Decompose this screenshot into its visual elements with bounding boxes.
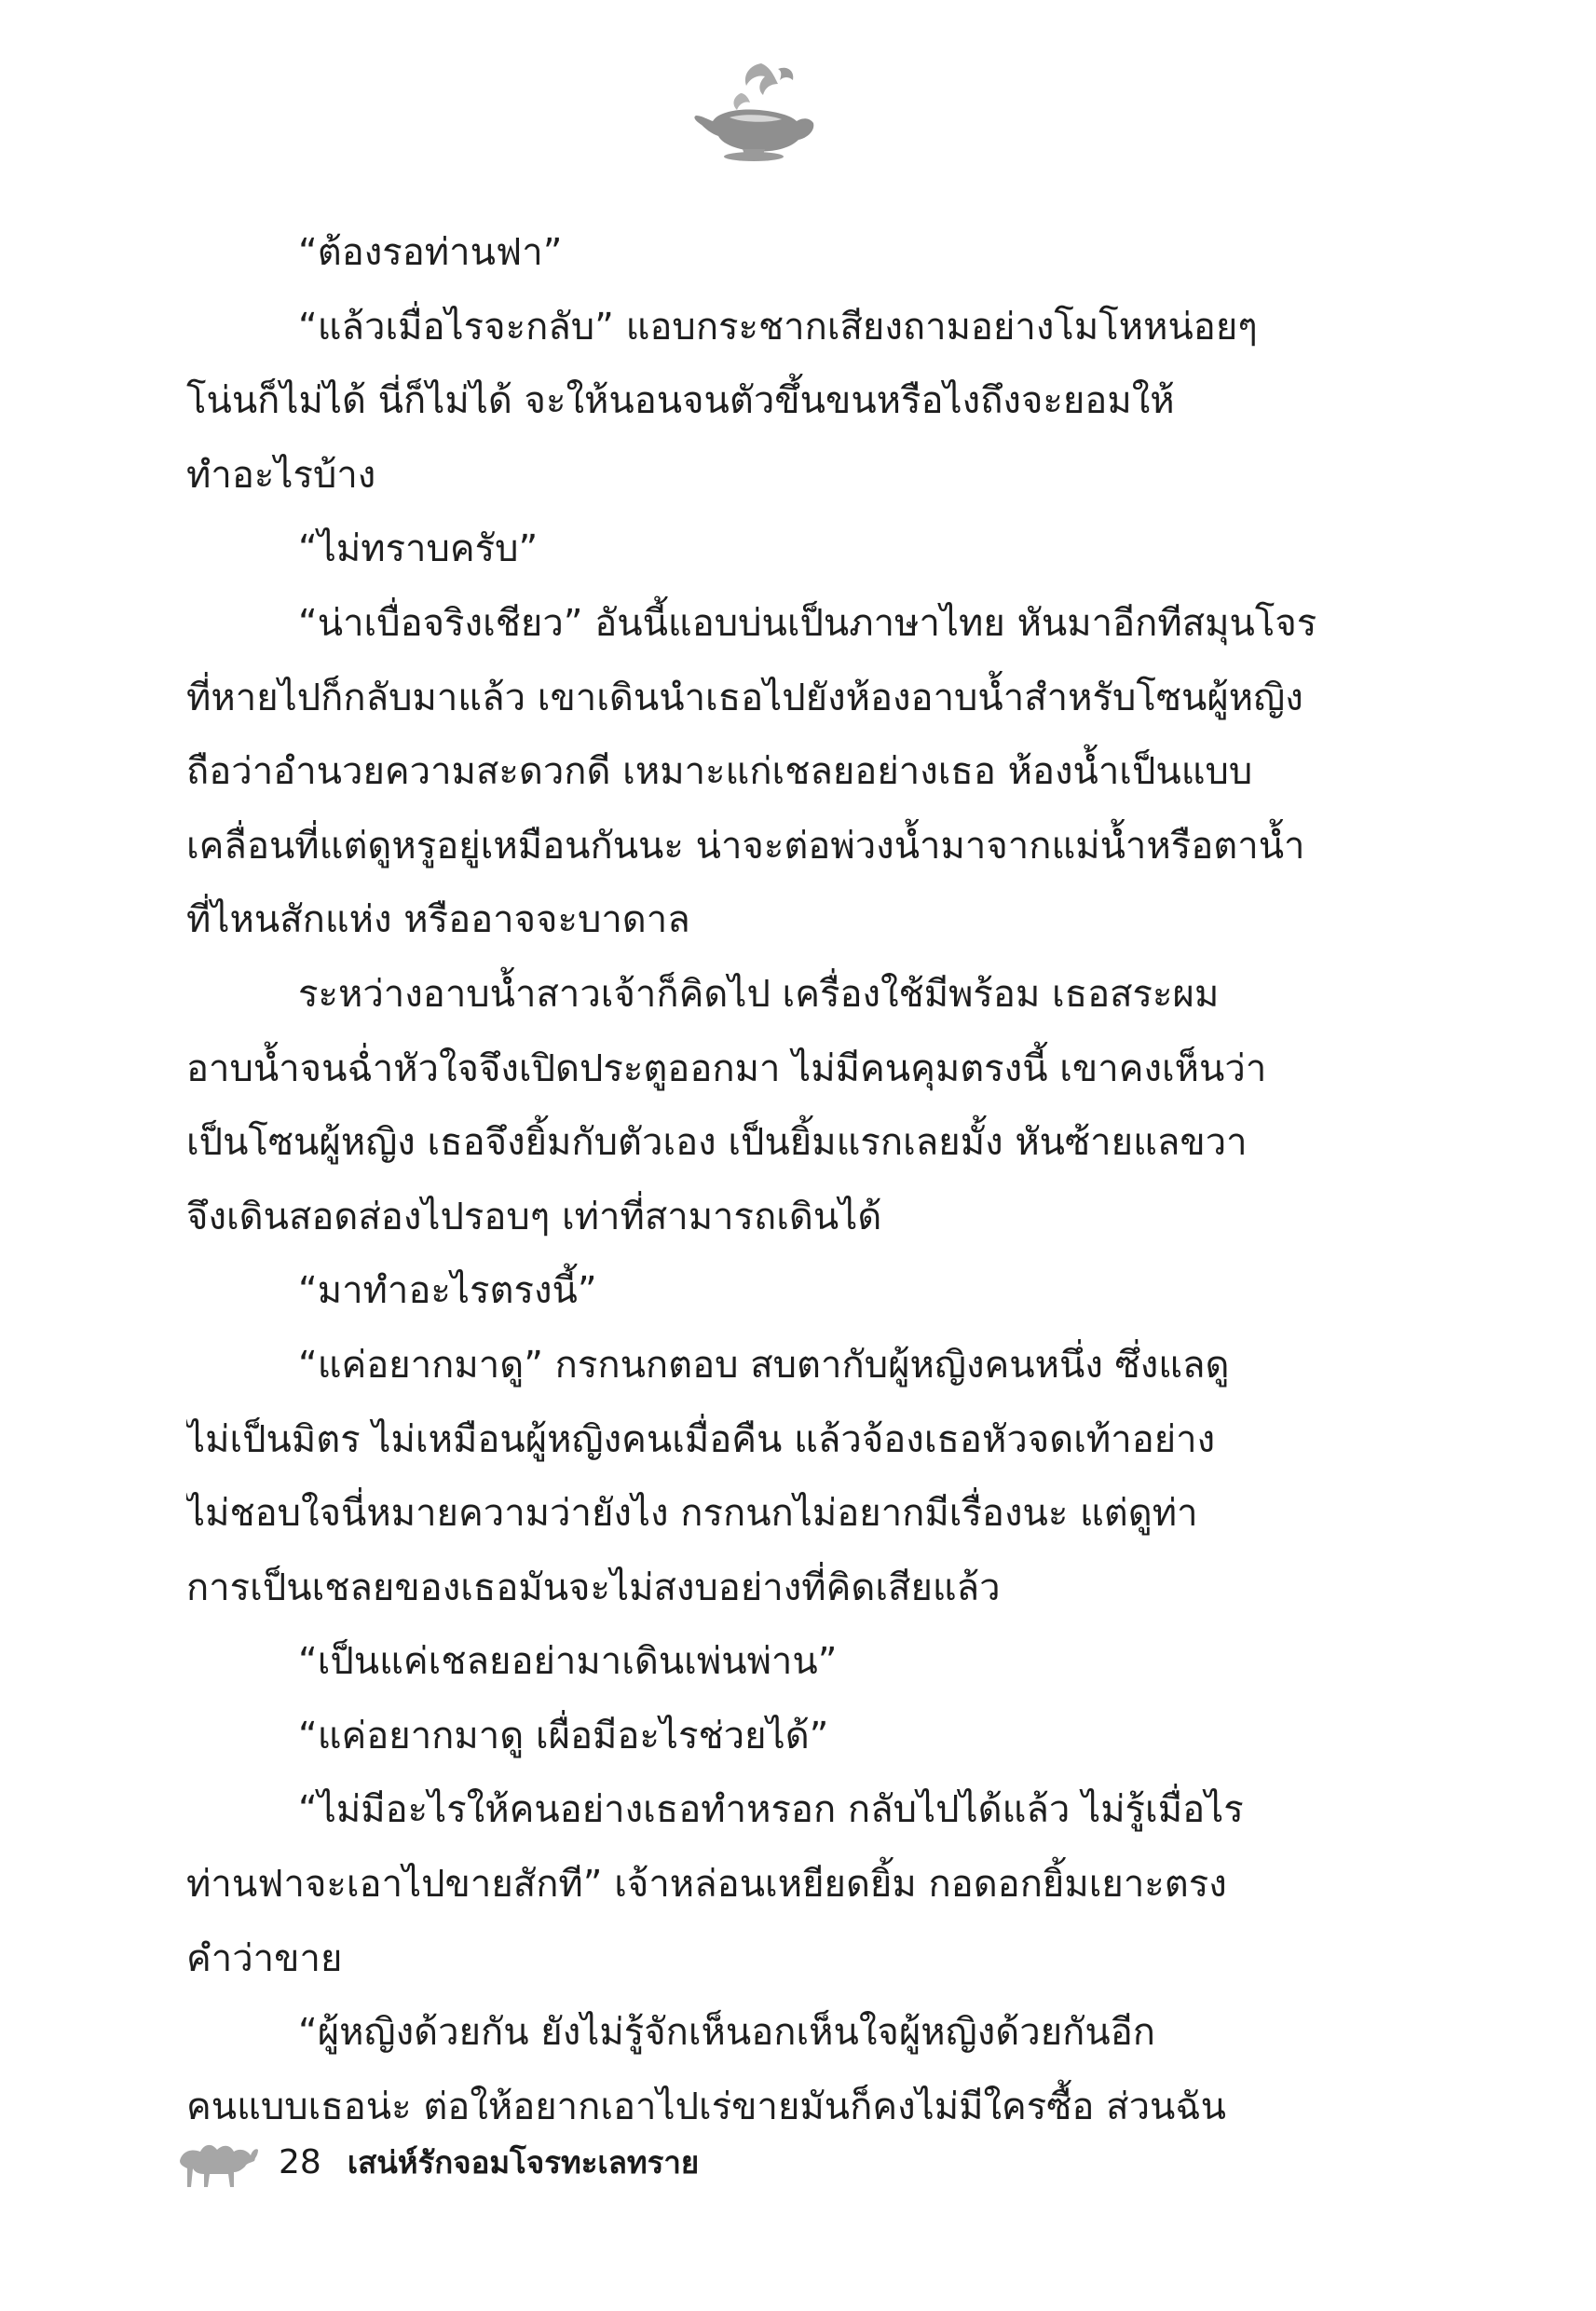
text-line: “ต้องรอท่านฟา” — [298, 231, 563, 274]
page-footer — [172, 2125, 1011, 2199]
text-line: ทำอะไรบ้าง — [186, 453, 376, 497]
camel-icon — [172, 2133, 258, 2191]
text-line: คนแบบเธอน่ะ ต่อให้อยากเอาไปเร่ขายมันก็คงไม่มีใครซื้อ ส่วนฉัน — [186, 2085, 1226, 2128]
text-line: ไม่เป็นมิตร ไม่เหมือนผู้หญิงคนเมื่อคืน แล้วจ้องเธอหัวจดเท้าอย่าง — [186, 1417, 1216, 1461]
text-line: จึงเดินสอดส่องไปรอบๆ เท่าที่สามารถเดินได้ — [186, 1195, 882, 1238]
text-line: ระหว่างอาบน้ำสาวเจ้าก็คิดไป เครื่องใช้มีพร้อม เธอสระผม — [298, 972, 1220, 1016]
text-line: “แค่อยากมาดู เผื่อมีอะไรช่วยได้” — [298, 1714, 829, 1757]
text-line: “แล้วเมื่อไรจะกลับ” แอบกระชากเสียงถามอย่างโมโหหน่อยๆ — [298, 305, 1258, 349]
body-text — [186, 216, 1332, 2144]
text-line: คำว่าขาย — [186, 1936, 343, 1980]
text-line: “ผู้หญิงด้วยกัน ยังไม่รู้จักเห็นอกเห็นใจผู้หญิงด้วยกันอีก — [298, 2011, 1155, 2055]
text-line: ที่หายไปก็กลับมาแล้ว เขาเดินนำเธอไปยังห้องอาบน้ำสำหรับโซนผู้หญิง — [186, 676, 1303, 719]
text-line: การเป็นเชลยของเธอมันจะไม่สงบอย่างที่คิดเสียแล้ว — [186, 1566, 1001, 1609]
text-line: “ไม่ทราบครับ” — [298, 527, 539, 571]
text-line: ไม่ชอบใจนี่หมายความว่ายังไง กรกนกไม่อยากมีเรื่องนะ แต่ดูท่า — [186, 1492, 1198, 1536]
text-line: ที่ไหนสักแห่ง หรืออาจจะบาดาล — [186, 898, 690, 942]
text-line: “ไม่มีอะไรให้คนอย่างเธอทำหรอก กลับไปได้แล้ว ไม่รู้เมื่อไร — [298, 1788, 1244, 1832]
text-line: ถือว่าอำนวยความสะดวกดี เหมาะแก่เชลยอย่างเธอ ห้องน้ำเป็นแบบ — [186, 750, 1253, 794]
text-line: โน่นก็ไม่ได้ นี่ก็ไม่ได้ จะให้นอนจนตัวขึ้นขนหรือไงถึงจะยอมให้ — [186, 379, 1175, 423]
book-title: เสน่ห์รักจอมโจรทะเลทราย — [347, 2143, 700, 2181]
page-number: 28 — [279, 2142, 321, 2181]
text-line: “มาทำอะไรตรงนี้” — [298, 1269, 597, 1313]
text-line: “แค่อยากมาดู” กรกนกตอบ สบตากับผู้หญิงคนหนึ่ง ซึ่งแลดู — [298, 1343, 1230, 1387]
text-line: ท่านฟาจะเอาไปขายสักที” เจ้าหล่อนเหยียดยิ้ม กอดอกยิ้มเยาะตรง — [186, 1863, 1227, 1907]
genie-lamp-icon — [685, 56, 825, 163]
text-line: อาบน้ำจนฉ่ำหัวใจจึงเปิดประตูออกมา ไม่มีคนคุมตรงนี้ เขาคงเห็นว่า — [186, 1046, 1267, 1090]
text-line: เคลื่อนที่แต่ดูหรูอยู่เหมือนกันนะ น่าจะต่อพ่วงน้ำมาจากแม่น้ำหรือตาน้ำ — [186, 824, 1305, 868]
text-line: “เป็นแค่เชลยอย่ามาเดินเพ่นพ่าน” — [298, 1640, 838, 1684]
text-line: เป็นโซนผู้หญิง เธอจึงยิ้มกับตัวเอง เป็นยิ้มแรกเลยมั้ง หันซ้ายแลขวา — [186, 1121, 1248, 1165]
text-line: “น่าเบื่อจริงเชียว” อันนี้แอบบ่นเป็นภาษาไทย หันมาอีกทีสมุนโจร — [298, 601, 1317, 645]
